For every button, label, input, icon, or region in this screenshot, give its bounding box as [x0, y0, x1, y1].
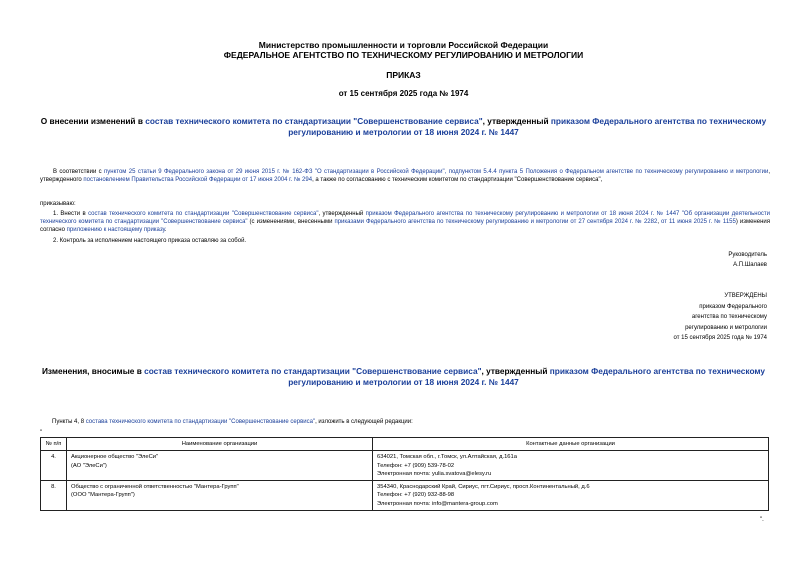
table-row — [41, 451, 769, 481]
order-1447-link[interactable]: приказом Федерального агентства по техническому регулированию и метрологии от 18 июня 2024 г. № 1447 — [288, 116, 767, 137]
committee-link[interactable]: состав технического комитета по стандартизации "Совершенствование сервиса" — [144, 366, 482, 376]
col-header-number: № п/п — [41, 438, 67, 451]
approval-line: УТВЕРЖДЕНЫ — [724, 293, 767, 299]
order-title — [30, 116, 777, 138]
approval-line: регулированию и метрологии — [685, 324, 767, 331]
item-text: , — [657, 219, 661, 226]
title-text: О внесении изменений в — [40, 116, 146, 126]
address: 634021, Томская обл., г.Томск, ул.Алтайская, д.161а — [377, 454, 517, 461]
row-number: 8. — [41, 481, 67, 511]
resolution-294-link[interactable]: постановлением Правительства Российской Федерации от 17 июня 2004 г. № 294 — [83, 177, 313, 184]
approval-line: от 15 сентября 2025 года № 1974 — [673, 335, 767, 341]
order-1155-link[interactable]: от 11 июня 2025 г. № 1155 — [661, 219, 736, 226]
members-table — [40, 437, 769, 511]
regulation-link[interactable]: , подпунктом 5.4.4 пункта 5 Положения о Федеральном агентстве по техническому регулированию и метрологии — [444, 169, 769, 175]
table-header-row — [41, 438, 769, 451]
email: Электронная почта: yulia.svatova@elesy.ru — [377, 470, 492, 477]
ministry-name: Министерство промышленности и торговли Российской Федерации — [258, 40, 549, 50]
committee-link[interactable]: состава технического комитета по стандартизации "Совершенствование сервиса" — [85, 419, 316, 425]
note-text: , изложить в следующей редакции: — [315, 419, 413, 425]
quote-open: " — [40, 430, 43, 436]
email: Электронная почта: info@mantera-group.com — [377, 500, 498, 507]
committee-link[interactable]: состав технического комитета по стандартизации "Совершенствование сервиса" — [88, 211, 319, 217]
agency-name: ФЕДЕРАЛЬНОЕ АГЕНТСТВО ПО ТЕХНИЧЕСКОМУ РЕГУЛИРОВАНИЮ И МЕТРОЛОГИИ — [223, 50, 584, 60]
title-text: , утвержденный — [481, 366, 550, 376]
order-item-1 — [40, 210, 770, 235]
signature-role: Руководитель — [728, 252, 767, 258]
item-text: (с изменениями, внесенными — [247, 219, 335, 226]
order-date: от 15 сентября 2025 года № 1974 — [338, 89, 469, 98]
phone: Телефон: +7 (920) 932-88-98 — [377, 492, 455, 499]
signature-block — [728, 250, 767, 270]
order-1447-link[interactable]: приказом Федерального агентства по техническому регулированию и метрологии от 18 июня 2024 г. № 1447 — [288, 366, 766, 387]
org-cell — [67, 481, 373, 511]
order-item-2: 2. Контроль за исполнением настоящего приказа оставляю за собой. — [53, 238, 247, 244]
title-text: Изменения, вносимые в — [41, 366, 145, 376]
signature-name: А.П.Шалаев — [733, 262, 767, 268]
contacts-cell — [373, 451, 769, 481]
phone: Телефон: +7 (909) 539-78-02 — [377, 462, 455, 469]
table-row — [41, 481, 769, 511]
title-text: , утвержденный — [482, 116, 551, 126]
committee-link[interactable]: состав технического комитета по стандартизации "Совершенствование сервиса" — [145, 116, 483, 126]
item-text: ) изменения согласно — [40, 219, 770, 234]
org-cell — [67, 451, 373, 481]
preamble — [40, 168, 770, 184]
row-number: 4. — [41, 451, 67, 481]
item-text: . — [164, 227, 167, 234]
org-name: Акционерное общество "ЭлеСи" — [71, 454, 159, 461]
item-text: 1. Внести в — [53, 211, 89, 217]
preamble-text: В соответствии с — [53, 169, 105, 175]
org-name: Общество с ограниченной ответственностью "Мантера-Групп" — [71, 484, 239, 491]
col-header-org: Наименование организации — [67, 438, 373, 451]
preamble-text: , утвержденного — [40, 169, 770, 184]
order-2282-link[interactable]: приказами Федерального агентства по техническому регулированию и метрологии от 27 сентября 2024 г. № 2282 — [334, 219, 658, 226]
annex-link[interactable]: приложению к настоящему приказу — [66, 227, 165, 234]
address: 354340, Краснодарский Край, Сириус, пгт.Сириус, просп.Континентальный, д.6 — [377, 484, 590, 491]
col-header-contacts: Контактные данные организации — [373, 438, 769, 451]
annex-note — [52, 419, 413, 425]
annex-title — [30, 366, 777, 388]
note-text: Пункты 4, 8 — [52, 419, 86, 425]
quote-close: ". — [760, 517, 764, 523]
preamble-text: , а также по согласованию с техническим комитетом по стандартизации "Совершенствование сервиса", — [312, 177, 603, 184]
order-1447-link[interactable]: приказом Федерального агентства по техническому регулированию и метрологии от 18 июня 2024 г. № 1447 "Об организации деятельности технического комитета по стандартизации "Совершенствование сервиса" — [40, 211, 771, 226]
item-text: , утвержденный — [318, 211, 366, 217]
contacts-cell — [373, 481, 769, 511]
approval-line: приказом Федерального — [699, 303, 767, 310]
org-short: (ООО "Мантера-Групп") — [71, 492, 135, 499]
org-short: (АО "ЭлеСи") — [71, 462, 107, 469]
order-label: ПРИКАЗ — [386, 70, 421, 80]
approval-line: агентства по техническому — [691, 314, 767, 320]
prikazyvayu: приказываю: — [40, 201, 76, 207]
law-162-link[interactable]: пунктом 25 статьи 9 Федерального закона от 29 июня 2015 г. № 162-ФЗ "О стандартизации в Российской Федерации" — [104, 169, 445, 175]
approval-block — [674, 291, 767, 344]
